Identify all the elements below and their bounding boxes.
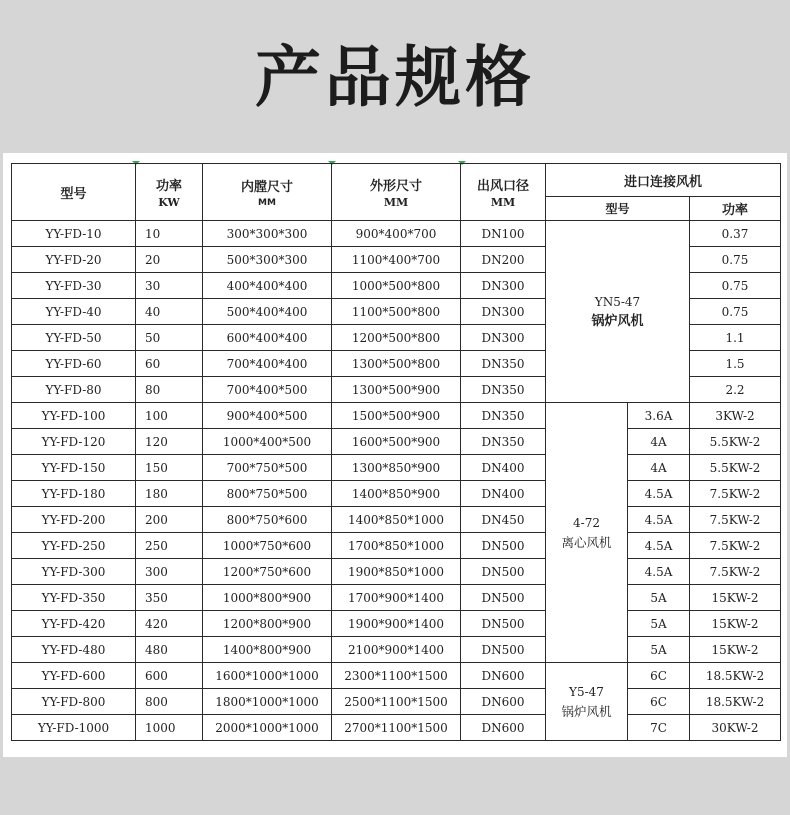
inner-size-cell: 1000*750*600: [203, 533, 332, 559]
fan-power-cell: 18.5KW-2: [690, 689, 781, 715]
power-cell: 1000: [136, 715, 203, 741]
model-cell: YY-FD-30: [12, 273, 136, 299]
outlet-cell: DN500: [461, 585, 546, 611]
fan-power-cell: 0.75: [690, 247, 781, 273]
outlet-cell: DN350: [461, 351, 546, 377]
outlet-cell: DN200: [461, 247, 546, 273]
power-cell: 10: [136, 221, 203, 247]
fan-power-cell: 7.5KW-2: [690, 533, 781, 559]
outlet-cell: DN300: [461, 325, 546, 351]
power-cell: 40: [136, 299, 203, 325]
outer-size-cell: 1200*500*800: [332, 325, 461, 351]
outlet-cell: DN500: [461, 533, 546, 559]
fan-power-cell: 3KW-2: [690, 403, 781, 429]
model-cell: YY-FD-300: [12, 559, 136, 585]
model-cell: YY-FD-350: [12, 585, 136, 611]
table-row: [12, 689, 781, 715]
fan-power-cell: 0.75: [690, 299, 781, 325]
inner-size-cell: 600*400*400: [203, 325, 332, 351]
header-outer-size: 外形尺寸 MM: [332, 164, 461, 221]
fan-group-name: 锅炉风机: [591, 313, 644, 329]
model-cell: YY-FD-80: [12, 377, 136, 403]
fan-model-cell: 5A: [628, 611, 690, 637]
outlet-cell: DN300: [461, 273, 546, 299]
page-header: [0, 0, 790, 153]
outer-size-cell: 1100*500*800: [332, 299, 461, 325]
inner-size-cell: 800*750*500: [203, 481, 332, 507]
outer-size-cell: 1600*500*900: [332, 429, 461, 455]
fan-power-cell: 5.5KW-2: [690, 455, 781, 481]
header-power: 功率 KW: [136, 164, 203, 221]
outer-size-cell: 2100*900*1400: [332, 637, 461, 663]
table-row: [12, 507, 781, 533]
header-fan-power: 功率: [690, 197, 781, 221]
outer-size-cell: 1900*850*1000: [332, 559, 461, 585]
header-fan-model: 型号: [546, 197, 690, 221]
table-row: [12, 455, 781, 481]
outlet-cell: DN450: [461, 507, 546, 533]
fan-group-code: 4-72: [573, 515, 600, 530]
spec-panel: [3, 153, 787, 757]
table-row: [12, 221, 781, 247]
power-cell: 80: [136, 377, 203, 403]
spec-table: [11, 163, 781, 741]
outlet-cell: DN600: [461, 715, 546, 741]
table-row: [12, 715, 781, 741]
fan-model-cell: 6C: [628, 663, 690, 689]
outlet-cell: DN350: [461, 429, 546, 455]
table-row: [12, 559, 781, 585]
power-cell: 30: [136, 273, 203, 299]
model-cell: YY-FD-50: [12, 325, 136, 351]
model-cell: YY-FD-20: [12, 247, 136, 273]
fan-power-cell: 7.5KW-2: [690, 481, 781, 507]
fan-power-cell: 18.5KW-2: [690, 663, 781, 689]
fan-group-0: [546, 221, 690, 403]
fan-power-cell: 0.75: [690, 273, 781, 299]
fan-power-cell: 0.37: [690, 221, 781, 247]
header-model: 型号: [12, 164, 136, 221]
fan-model-cell: 4.5A: [628, 507, 690, 533]
table-row: [12, 663, 781, 689]
outer-size-cell: 1300*500*900: [332, 377, 461, 403]
table-row: [12, 481, 781, 507]
table-row: [12, 611, 781, 637]
inner-size-cell: 300*300*300: [203, 221, 332, 247]
model-cell: YY-FD-800: [12, 689, 136, 715]
outer-size-cell: 900*400*700: [332, 221, 461, 247]
inner-size-cell: 700*400*500: [203, 377, 332, 403]
table-row: [12, 637, 781, 663]
fan-group-code: Y5-47: [569, 684, 604, 699]
outlet-cell: DN100: [461, 221, 546, 247]
inner-size-cell: 1800*1000*1000: [203, 689, 332, 715]
inner-size-cell: 2000*1000*1000: [203, 715, 332, 741]
inner-size-cell: 1600*1000*1000: [203, 663, 332, 689]
table-row: [12, 403, 781, 429]
power-cell: 50: [136, 325, 203, 351]
fan-model-cell: 6C: [628, 689, 690, 715]
fan-group-1: [546, 403, 628, 663]
fan-model-cell: 7C: [628, 715, 690, 741]
model-cell: YY-FD-420: [12, 611, 136, 637]
inner-size-cell: 1200*800*900: [203, 611, 332, 637]
header-inner-size: 内膛尺寸 MM: [203, 164, 332, 221]
outer-size-cell: 1300*850*900: [332, 455, 461, 481]
outlet-cell: DN500: [461, 637, 546, 663]
header-fan: 进口连接风机: [546, 164, 781, 197]
power-cell: 350: [136, 585, 203, 611]
fan-model-cell: 5A: [628, 585, 690, 611]
fan-model-cell: 3.6A: [628, 403, 690, 429]
power-cell: 60: [136, 351, 203, 377]
power-cell: 800: [136, 689, 203, 715]
inner-size-cell: 500*300*300: [203, 247, 332, 273]
model-cell: YY-FD-480: [12, 637, 136, 663]
outlet-cell: DN500: [461, 611, 546, 637]
fan-model-cell: 4.5A: [628, 533, 690, 559]
outlet-cell: DN400: [461, 481, 546, 507]
inner-size-cell: 1400*800*900: [203, 637, 332, 663]
outer-size-cell: 1100*400*700: [332, 247, 461, 273]
model-cell: YY-FD-1000: [12, 715, 136, 741]
outlet-cell: DN400: [461, 455, 546, 481]
outer-size-cell: 2500*1100*1500: [332, 689, 461, 715]
model-cell: YY-FD-100: [12, 403, 136, 429]
fan-group-code: YN5-47: [594, 294, 641, 309]
power-cell: 250: [136, 533, 203, 559]
fan-power-cell: 15KW-2: [690, 611, 781, 637]
power-cell: 100: [136, 403, 203, 429]
fan-model-cell: 4A: [628, 429, 690, 455]
fan-group-name: 离心风机: [561, 534, 612, 550]
model-cell: YY-FD-10: [12, 221, 136, 247]
outer-size-cell: 1700*850*1000: [332, 533, 461, 559]
fan-power-cell: 7.5KW-2: [690, 507, 781, 533]
outlet-cell: DN600: [461, 689, 546, 715]
power-cell: 120: [136, 429, 203, 455]
outer-size-cell: 1500*500*900: [332, 403, 461, 429]
table-row: [12, 585, 781, 611]
model-cell: YY-FD-250: [12, 533, 136, 559]
inner-size-cell: 700*750*500: [203, 455, 332, 481]
outer-size-cell: 2300*1100*1500: [332, 663, 461, 689]
fan-power-cell: 5.5KW-2: [690, 429, 781, 455]
model-cell: YY-FD-150: [12, 455, 136, 481]
inner-size-cell: 800*750*600: [203, 507, 332, 533]
model-cell: YY-FD-180: [12, 481, 136, 507]
power-cell: 480: [136, 637, 203, 663]
outlet-cell: DN600: [461, 663, 546, 689]
inner-size-cell: 400*400*400: [203, 273, 332, 299]
fan-power-cell: 30KW-2: [690, 715, 781, 741]
fan-model-cell: 4.5A: [628, 559, 690, 585]
model-cell: YY-FD-600: [12, 663, 136, 689]
fan-model-cell: 5A: [628, 637, 690, 663]
power-cell: 300: [136, 559, 203, 585]
inner-size-cell: 900*400*500: [203, 403, 332, 429]
fan-power-cell: 7.5KW-2: [690, 559, 781, 585]
power-cell: 600: [136, 663, 203, 689]
outlet-cell: DN350: [461, 377, 546, 403]
fan-model-cell: 4.5A: [628, 481, 690, 507]
model-cell: YY-FD-200: [12, 507, 136, 533]
fan-power-cell: 1.1: [690, 325, 781, 351]
fan-power-cell: 15KW-2: [690, 637, 781, 663]
fan-group-name: 锅炉风机: [561, 703, 612, 719]
header-outlet: 出风口径 MM: [461, 164, 546, 221]
inner-size-cell: 1000*800*900: [203, 585, 332, 611]
power-cell: 180: [136, 481, 203, 507]
power-cell: 200: [136, 507, 203, 533]
inner-size-cell: 700*400*400: [203, 351, 332, 377]
fan-power-cell: 1.5: [690, 351, 781, 377]
outlet-cell: DN350: [461, 403, 546, 429]
outer-size-cell: 1700*900*1400: [332, 585, 461, 611]
table-row: [12, 429, 781, 455]
fan-model-cell: 4A: [628, 455, 690, 481]
fan-group-2: [546, 663, 628, 741]
power-cell: 20: [136, 247, 203, 273]
outlet-cell: DN500: [461, 559, 546, 585]
outer-size-cell: 1000*500*800: [332, 273, 461, 299]
outlet-cell: DN300: [461, 299, 546, 325]
inner-size-cell: 1200*750*600: [203, 559, 332, 585]
table-row: [12, 533, 781, 559]
inner-size-cell: 1000*400*500: [203, 429, 332, 455]
power-cell: 150: [136, 455, 203, 481]
outer-size-cell: 2700*1100*1500: [332, 715, 461, 741]
model-cell: YY-FD-60: [12, 351, 136, 377]
model-cell: YY-FD-40: [12, 299, 136, 325]
power-cell: 420: [136, 611, 203, 637]
model-cell: YY-FD-120: [12, 429, 136, 455]
outer-size-cell: 1900*900*1400: [332, 611, 461, 637]
inner-size-cell: 500*400*400: [203, 299, 332, 325]
page-title: 产品规格: [255, 39, 535, 116]
outer-size-cell: 1400*850*900: [332, 481, 461, 507]
fan-power-cell: 2.2: [690, 377, 781, 403]
outer-size-cell: 1400*850*1000: [332, 507, 461, 533]
outer-size-cell: 1300*500*800: [332, 351, 461, 377]
fan-power-cell: 15KW-2: [690, 585, 781, 611]
